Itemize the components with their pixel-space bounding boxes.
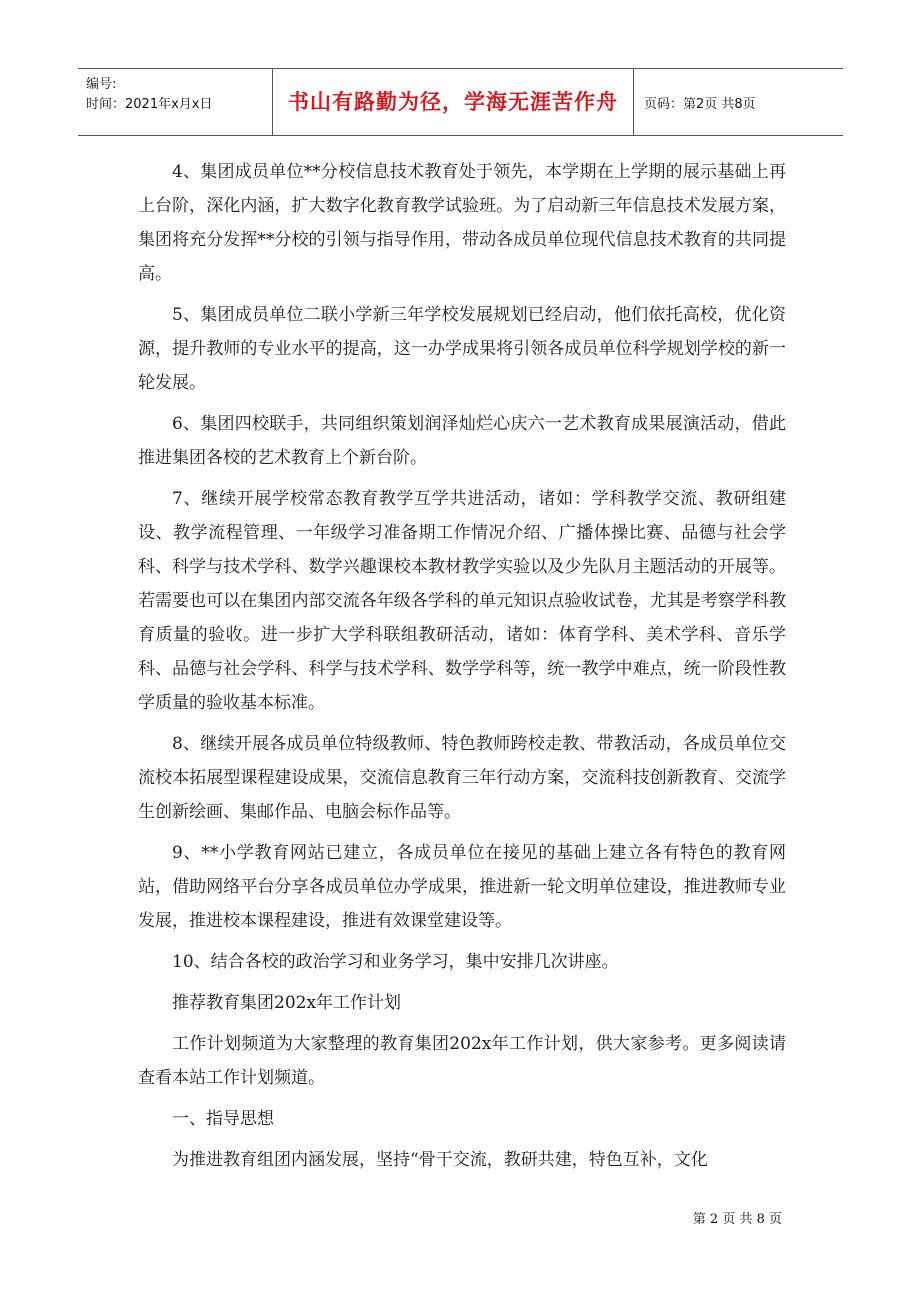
body-paragraph: 8、继续开展各成员单位特级教师、特色教师跨校走教、带教活动，各成员单位交流校本拓展型课程建设成果，交流信息教育三年行动方案，交流科技创新教育、交流学生创新绘画、集邮作品、电脑会标作品等。 [138, 734, 786, 822]
body-paragraph: 工作计划频道为大家整理的教育集团202x年工作计划，供大家参考。更多阅读请查看本站工作计划频道。 [138, 1034, 786, 1088]
header-meta-cell [78, 69, 273, 135]
body-paragraph: 9、**小学教育网站已建立，各成员单位在接见的基础上建立各有特色的教育网站，借助网络平台分享各成员单位办学成果，推进新一轮文明单位建设，推进教师专业发展，推进校本课程建设，推进有效课堂建设等。 [138, 843, 786, 931]
body-paragraph: 6、集团四校联手，共同组织策划润泽灿烂心庆六一艺术教育成果展演活动，借此推进集团各校的艺术教育上个新台阶。 [138, 414, 786, 468]
document-body [138, 155, 786, 1184]
body-paragraph: 5、集团成员单位二联小学新三年学校发展规划已经启动，他们依托高校，优化资源，提升教师的专业水平的提高，这一办学成果将引领各成员单位科学规划学校的新一轮发展。 [138, 305, 786, 393]
body-paragraph: 7、继续开展学校常态教育教学互学共进活动，诸如：学科教学交流、教研组建设、教学流程管理、一年级学习准备期工作情况介绍、广播体操比赛、品德与社会学科、科学与技术学科、数学兴趣课校本教材教学实验以及少先队月主题活动的开展等。若需要也可以在集团内部交流各年级各学科的单元知识点验收试卷，尤其是考察学科教育质量的验收。进一步扩大学科联组教研活动，诸如：体育学科、美术学科、音乐学科、品德与社会学科、科学与技术学科、数学学科等，统一教学中难点，统一阶段性教学质量的验收基本标准。 [138, 489, 786, 713]
body-paragraph: 4、集团成员单位**分校信息技术教育处于领先，本学期在上学期的展示基础上再上台阶，深化内涵，扩大数字化教育教学试验班。为了启动新三年信息技术发展方案，集团将充分发挥**分校的引领与指导作用，带动各成员单位现代信息技术教育的共同提高。 [138, 162, 786, 284]
document-number-label: 编号: [86, 77, 117, 92]
header-motto: 书山有路勤为径，学海无涯苦作舟 [288, 90, 618, 114]
page-footer: 第 2 页 共 8 页 [692, 1212, 782, 1227]
document-date: 时间：2021年x月x日 [86, 97, 213, 112]
section-heading: 一、指导思想 [172, 1109, 274, 1129]
body-paragraph: 为推进教育组团内涵发展，坚持“骨干交流，教研共建，特色互补，文化 [172, 1150, 708, 1170]
page-header [78, 68, 843, 136]
header-motto-cell [273, 69, 634, 135]
section-title: 推荐教育集团202x年工作计划 [172, 993, 402, 1013]
header-page-cell [634, 69, 843, 135]
header-page-info: 页码：第2页 共8页 [644, 97, 756, 112]
body-paragraph: 10、结合各校的政治学习和业务学习，集中安排几次讲座。 [172, 952, 619, 972]
